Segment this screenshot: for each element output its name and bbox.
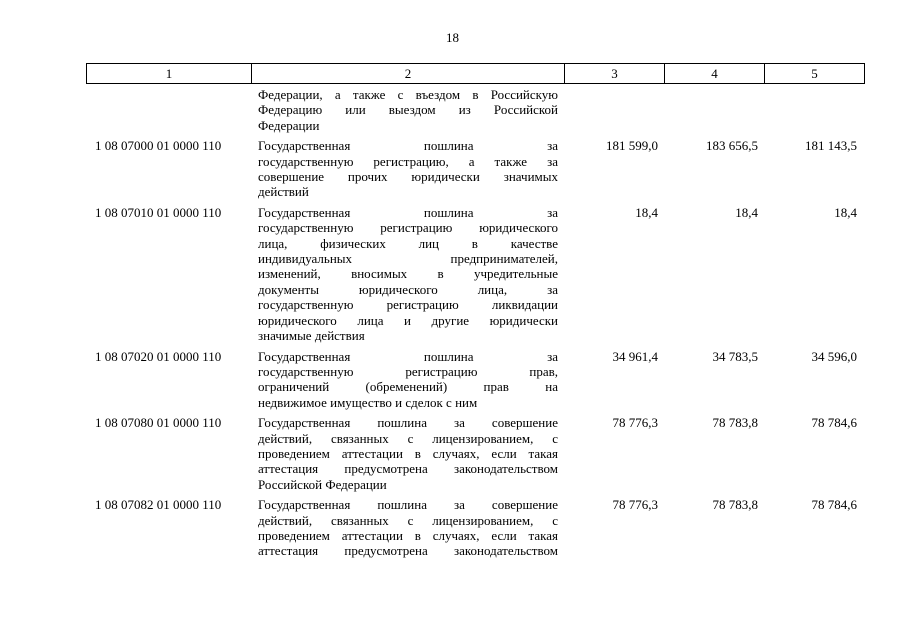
revenue-name [251, 349, 564, 411]
value-v5: 78 784,6 [811, 415, 857, 431]
revenue-name-line: ограничений (обременений) прав на [258, 379, 558, 395]
revenue-name-line: документы юридического лица, за [258, 281, 558, 297]
revenue-name-line: Государственная пошлина за [258, 204, 558, 220]
value-v5: 78 784,6 [811, 497, 857, 513]
revenue-name-line: индивидуальных предпринимателей, [258, 251, 558, 267]
revenue-name-line: юридического лица и другие юридически [258, 312, 558, 328]
value-v4: 78 783,8 [712, 497, 758, 513]
revenue-name [251, 87, 564, 133]
revenue-name-line: действий, связанных с лицензированием, с [258, 512, 558, 528]
header-cell-1: 1 [87, 64, 252, 83]
budget-code [86, 87, 251, 133]
revenue-name-line: недвижимое имущество и сделок с ним [258, 394, 478, 410]
revenue-name-line: Федерацию или выездом из Российской [258, 102, 558, 118]
header-cell-5: 5 [811, 65, 818, 81]
revenue-name [251, 497, 564, 559]
value-v5: 18,4 [834, 204, 857, 220]
revenue-name-line: проведением аттестации в случаях, если такая [258, 445, 558, 461]
revenue-name-line: Федерации [258, 117, 320, 133]
value-v5 [764, 87, 863, 133]
value-v4: 34 783,5 [712, 348, 758, 364]
budget-code: 1 08 07000 01 0000 110 [95, 138, 222, 154]
table-row [86, 415, 865, 492]
revenue-name-line: государственную регистрацию ликвидации [258, 297, 558, 313]
table-row [86, 138, 865, 200]
revenue-name-line: аттестация предусмотрена законодательством [258, 461, 558, 477]
revenue-name-line: государственную регистрацию, а также за [258, 153, 558, 169]
value-v3: 181 599,0 [606, 138, 658, 154]
table-row [86, 349, 865, 411]
revenue-name-line: значимые действия [258, 328, 365, 344]
value-v3: 78 776,3 [612, 497, 658, 513]
header-cell-3: 3 [565, 64, 665, 83]
revenue-name-line: Российской Федерации [258, 476, 387, 492]
value-v3: 78 776,3 [612, 415, 658, 431]
value-v4: 78 783,8 [712, 415, 758, 431]
table-row [86, 497, 865, 559]
revenue-name-line: действий [258, 184, 309, 200]
revenue-name-line: аттестация предусмотрена законодательством [258, 543, 558, 559]
value-v3: 34 961,4 [612, 348, 658, 364]
table-header [86, 63, 865, 84]
revenue-name-line: лица, физических лиц в качестве [258, 235, 558, 251]
revenue-name-line: изменений, вносимых в учредительные [258, 266, 558, 282]
revenue-name [251, 138, 564, 200]
value-v4: 183 656,5 [706, 138, 758, 154]
table-row [86, 205, 865, 344]
budget-code: 1 08 07082 01 0000 110 [95, 497, 222, 513]
header-cell-4: 4 [665, 64, 765, 83]
revenue-name [251, 415, 564, 492]
revenue-name-line: совершение прочих юридически значимых [258, 169, 558, 185]
header-cell-2: 2 [252, 64, 565, 83]
revenue-name-line: Государственная пошлина за совершение [258, 415, 558, 431]
revenue-name-line: Государственная пошлина за совершение [258, 497, 558, 513]
value-v3 [564, 87, 664, 133]
revenue-name-line: действий, связанных с лицензированием, с [258, 430, 558, 446]
value-v4: 18,4 [735, 204, 758, 220]
value-v5: 181 143,5 [805, 138, 857, 154]
revenue-name-line: Федерации, а также с въездом в Российскую [258, 87, 558, 102]
budget-code: 1 08 07020 01 0000 110 [95, 348, 222, 364]
revenue-name-line: государственную регистрацию прав, [258, 363, 558, 379]
value-v5: 34 596,0 [811, 348, 857, 364]
value-v3: 18,4 [635, 204, 658, 220]
revenue-name-line: Государственная пошлина за [258, 348, 558, 364]
budget-code: 1 08 07080 01 0000 110 [95, 415, 222, 431]
value-v4 [664, 87, 764, 133]
page-number: 18 [446, 30, 459, 45]
table-body [86, 87, 865, 559]
revenue-name [251, 205, 564, 344]
revenue-name-line: проведением аттестации в случаях, если такая [258, 527, 558, 543]
revenue-name-line: государственную регистрацию юридического [258, 220, 558, 236]
revenue-name-line: Государственная пошлина за [258, 138, 558, 154]
budget-code: 1 08 07010 01 0000 110 [95, 204, 222, 220]
table-row [86, 87, 865, 133]
